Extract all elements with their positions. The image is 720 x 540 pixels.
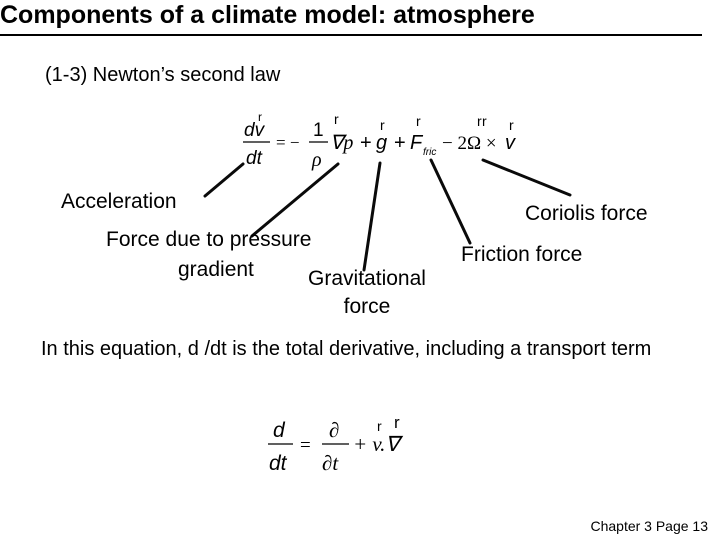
plus-sign: + <box>360 132 372 154</box>
dv-numerator: dv <box>244 120 265 141</box>
equation-caption: (1-3) Newton’s second law <box>45 64 281 86</box>
fric-subscript: fric <box>423 147 437 158</box>
partial-t-denominator: ∂t <box>322 451 339 475</box>
rho-denominator: ρ <box>312 149 322 171</box>
vector-mark: r <box>509 117 514 133</box>
vector-mark: r <box>377 418 382 434</box>
slide-title: Components of a climate model: atmosphere <box>0 1 535 29</box>
vector-mark: r <box>482 113 487 129</box>
g-vector: g <box>376 132 388 154</box>
F-friction: F <box>410 132 423 154</box>
dt-denominator: dt <box>269 452 287 475</box>
gravitational-label-line2: force <box>343 295 391 318</box>
gravitational-label-line1: Gravitational <box>308 267 426 290</box>
page-footer: Chapter 3 Page 13 <box>590 518 708 534</box>
pressure-label-line2: gradient <box>178 258 254 281</box>
pressure-label-line1: Force due to pressure <box>106 228 312 251</box>
plus-sign: + <box>394 132 406 154</box>
coriolis-label: Coriolis force <box>525 202 648 225</box>
vector-mark: r <box>380 117 385 133</box>
equals-minus: = − <box>276 133 300 152</box>
vector-mark: r <box>258 110 262 124</box>
v-vector: v <box>505 132 515 154</box>
vector-mark: r <box>416 113 421 129</box>
vector-mark: r <box>477 113 482 129</box>
nabla-p: ∇p <box>330 132 354 154</box>
one-numerator: 1 <box>313 120 324 141</box>
vector-mark: r <box>334 111 339 127</box>
derivative-explanation: In this equation, d /dt is the total derivative, including a transport term <box>41 338 652 360</box>
d-numerator: d <box>273 419 285 442</box>
coriolis-term: − 2Ω × <box>442 133 497 154</box>
equals-sign: = <box>300 435 311 456</box>
acceleration-label: Acceleration <box>61 190 177 213</box>
vector-mark: r <box>394 413 400 432</box>
friction-label: Friction force <box>461 243 583 266</box>
dt-denominator: dt <box>246 148 262 169</box>
advection-term: + v.∇ <box>353 432 400 456</box>
partial-numerator: ∂ <box>329 418 340 442</box>
